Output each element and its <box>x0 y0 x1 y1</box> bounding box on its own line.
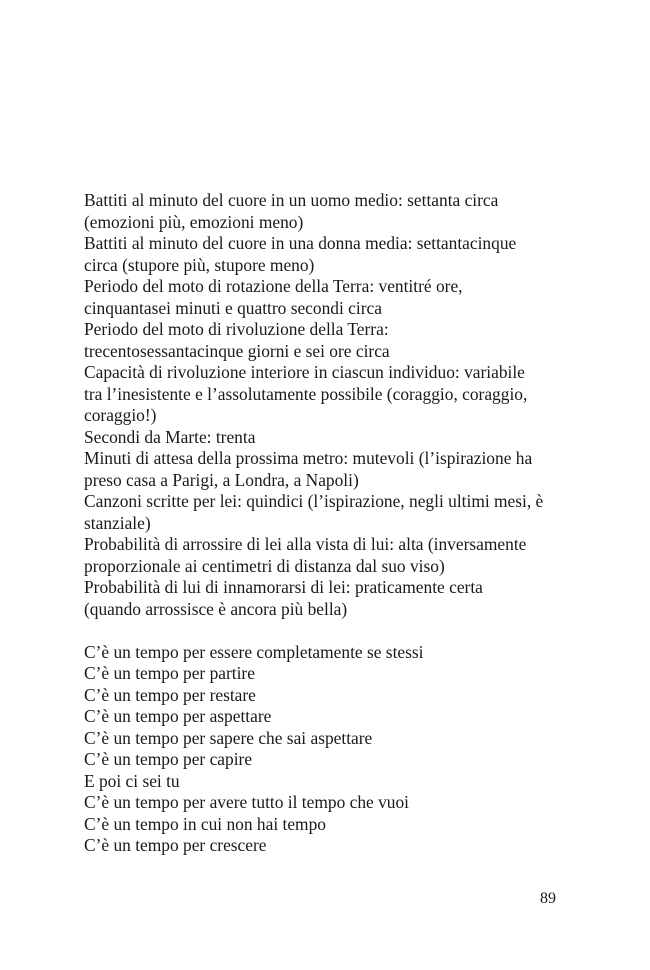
stats-line: Probabilità di lui di innamorarsi di lei: praticamente certa <box>84 577 483 597</box>
stats-line: preso casa a Parigi, a Londra, a Napoli) <box>84 469 359 490</box>
stats-line: circa (stupore più, stupore meno) <box>84 254 315 275</box>
stats-line: cinquantasei minuti e quattro secondi circa <box>84 297 382 318</box>
stats-line: coraggio!) <box>84 405 157 425</box>
stanza-break <box>84 620 570 642</box>
verse-line: E poi ci sei tu <box>84 770 180 791</box>
stats-line: Battiti al minuto del cuore in un uomo medio: settanta circa <box>84 190 499 210</box>
stats-line: Secondi da Marte: trenta <box>84 426 256 447</box>
stats-line: stanziale) <box>84 512 151 533</box>
stats-line: Periodo del moto di rivoluzione della Terra: <box>84 319 389 339</box>
stats-line: (quando arrossisce è ancora più bella) <box>84 598 348 619</box>
stats-line: Canzoni scritte per lei: quindici (l’ispirazione, negli ultimi mesi, è <box>84 491 544 511</box>
stats-line: proporzionale ai centimetri di distanza dal suo viso) <box>84 555 445 576</box>
stats-line: (emozioni più, emozioni meno) <box>84 211 304 232</box>
verse-line: C’è un tempo per avere tutto il tempo che vuoi <box>84 792 410 812</box>
verse-line: C’è un tempo per crescere <box>84 835 267 855</box>
page-number: 89 <box>540 890 556 907</box>
stats-line: Minuti di attesa della prossima metro: mutevoli (l’ispirazione ha <box>84 448 533 468</box>
page-body <box>84 190 570 857</box>
stats-line: Battiti al minuto del cuore in una donna media: settantacinque <box>84 233 517 253</box>
verse-line: C’è un tempo per partire <box>84 663 255 683</box>
verse-line: C’è un tempo in cui non hai tempo <box>84 813 326 834</box>
stats-section <box>84 190 570 620</box>
stats-line: Periodo del moto di rotazione della Terra: ventitré ore, <box>84 276 463 296</box>
stats-line: Probabilità di arrossire di lei alla vista di lui: alta (inversamente <box>84 534 527 554</box>
verse-line: C’è un tempo per capire <box>84 749 253 769</box>
verse-line: C’è un tempo per sapere che sai aspettare <box>84 727 373 748</box>
stats-line: tra l’inesistente e l’assolutamente possibile (coraggio, coraggio, <box>84 383 528 404</box>
verse-line: C’è un tempo per restare <box>84 684 256 705</box>
verse-line: C’è un tempo per essere completamente se stessi <box>84 641 424 662</box>
stats-line: Capacità di rivoluzione interiore in ciascun individuo: variabile <box>84 362 525 382</box>
stats-line: trecentosessantacinque giorni e sei ore circa <box>84 340 390 361</box>
verse-line: C’è un tempo per aspettare <box>84 706 272 726</box>
verses-section <box>84 642 570 857</box>
